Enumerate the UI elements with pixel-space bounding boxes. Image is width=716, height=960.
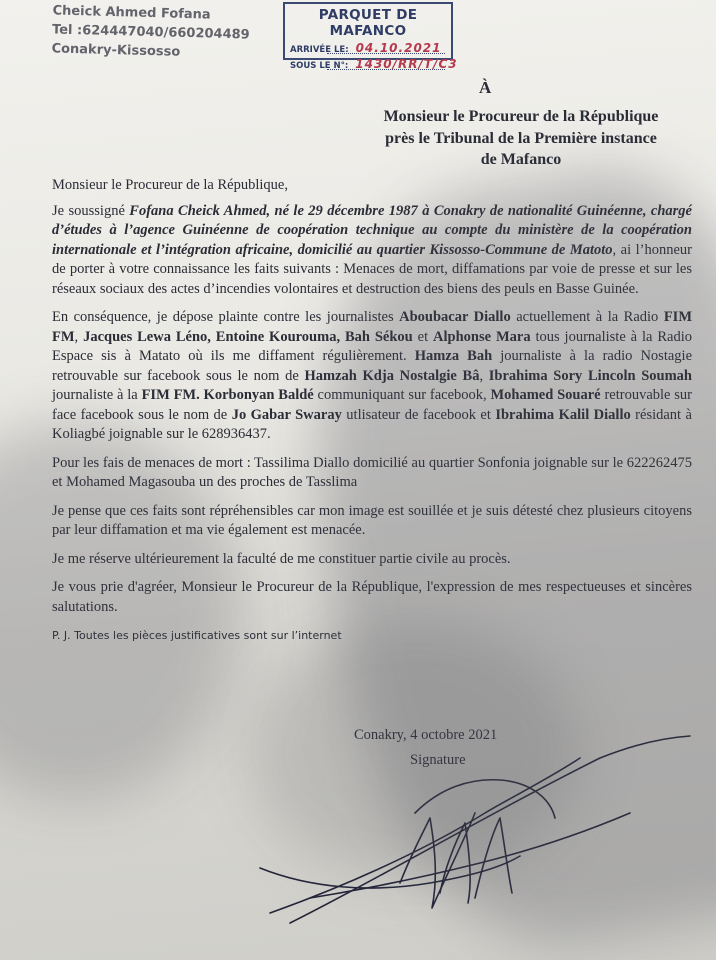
text-run: journaliste à la (52, 387, 142, 403)
accused-name: Ibrahima Sory Lincoln Soumah (488, 367, 692, 384)
paragraph-closing: Je vous prie d'agréer, Monsieur le Procureur de la République, l'expression de mes respectueuses et sincères salutations. (52, 579, 692, 615)
reception-stamp (283, 2, 458, 71)
signature-stroke (475, 818, 512, 898)
sender-name: Cheick Ahmed Fofana (52, 3, 211, 23)
paragraph-identity (52, 202, 692, 300)
text-run: En conséquence, je dépose plainte contre les journalistes (52, 309, 400, 325)
stamp-number-value: 1430/RR/T/C3 (355, 57, 458, 71)
text-run: , (74, 328, 84, 345)
paragraph-harm: Je pense que ces faits sont répréhensibles car mon image est souillée et je suis détesté chez plusieurs citoyens par leur diffamation et ma vie également est menacée. (52, 502, 692, 538)
text-run: actuellement à la Radio (510, 309, 664, 325)
letter-body (52, 176, 692, 646)
accused-name: Alphonse Mara (433, 328, 531, 345)
accused-name: Hamzah Kdja Nostalgie Bâ (304, 367, 480, 384)
recipient-line: de Mafanco (480, 151, 562, 168)
accused-name: Aboubacar Diallo (399, 309, 511, 325)
stamp-arrival-label: ARRIVÉE LE: (290, 45, 349, 55)
stamp-arrival-value: 04.10.2021 (355, 41, 442, 55)
sender-address: Conakry-Kissosso (51, 41, 181, 60)
accused-name: FIM FM (52, 309, 692, 345)
text-run: communiquant sur facebook, (313, 387, 491, 403)
recipient-block (356, 106, 686, 171)
stamp-number-row (285, 57, 458, 71)
accused-name: Hamza Bah (414, 348, 493, 364)
stamp-line (327, 69, 445, 70)
stamp-number-label: SOUS LE N°: (290, 61, 349, 71)
signature-stroke (270, 758, 580, 913)
signature-label: Signature (410, 752, 466, 768)
attachments-note: P. J. Toutes les pièces justificatives sont sur l’internet (52, 629, 342, 642)
sender-block (51, 1, 250, 63)
accused-name: Jo Gabar Swaray (231, 406, 342, 423)
paragraph-civil-party: Je me réserve ultérieurement la faculté de me constituer partie civile au procès. (52, 550, 511, 567)
author-occupation: chargé d’études à l’agence Guinéenne de coopération technique au compte du ministère de la coopération internationale et l’intégration africaine, domicilié au quartier Kissosso-Commune de Matoto (52, 202, 692, 258)
accused-name: Mohamed Souaré (490, 387, 601, 403)
accused-name: Jacques Lewa Léno, Entoine Kourouma, Bah Sékou (83, 328, 413, 345)
text-run: utlisateur de facebook et (341, 406, 496, 423)
paragraph-complaint (52, 308, 692, 445)
paragraph-threats: Pour les fais de menaces de mort : Tassilima Diallo domicilié au quartier Sonfonia joignable sur le 622262475 et Mohamed Magasouba un des proches de Tasslima (52, 454, 692, 490)
salutation: Monsieur le Procureur de la République, (52, 177, 288, 193)
text-run: journaliste à la radio Nostagie retrouvable sur facebook sous le nom de (52, 348, 693, 384)
stamp-line (327, 53, 445, 54)
signature-stroke (290, 736, 690, 923)
text-run: tous journaliste à la Radio Espace sis à Matato où ils me diffament régulièrement. (52, 328, 692, 364)
author-identity: Fofana Cheick Ahmed, né le 29 décembre 1987 à Conakry de nationalité Guinéenne, (129, 202, 647, 219)
recipient-line: près le Tribunal de la Première instance (385, 129, 657, 147)
text-run: résidant à Koliagbé joignable sur le 628936437. (52, 406, 692, 442)
accused-name: FIM FM. Korbonyan Baldé (141, 387, 314, 403)
text-run: retrouvable sur face facebook sous le nom de (52, 387, 693, 423)
stamp-arrival-row (285, 41, 451, 55)
accused-name: Ibrahima Kalil Diallo (495, 406, 631, 423)
handwritten-signature (250, 718, 716, 930)
place-date: Conakry, 4 octobre 2021 (354, 727, 498, 743)
to-mark: À (479, 78, 492, 97)
sender-phone: Tel :624447040/660204489 (51, 22, 250, 43)
text-run: , ai l’honneur de porter à votre connaissance les faits suivants : Menaces de mort, diffamations par voie de presse et sur les réseaux sociaux des actes d’incendies volontaires et destruction des biens des peuls en Basse Guinée. (52, 241, 692, 297)
text-run: Je soussigné (52, 202, 130, 219)
stamp-title: PARQUET DE MAFANCO (318, 7, 418, 39)
text-run: et (412, 328, 434, 345)
recipient-line: Monsieur le Procureur de la République (383, 108, 659, 125)
text-run: , (479, 367, 489, 384)
